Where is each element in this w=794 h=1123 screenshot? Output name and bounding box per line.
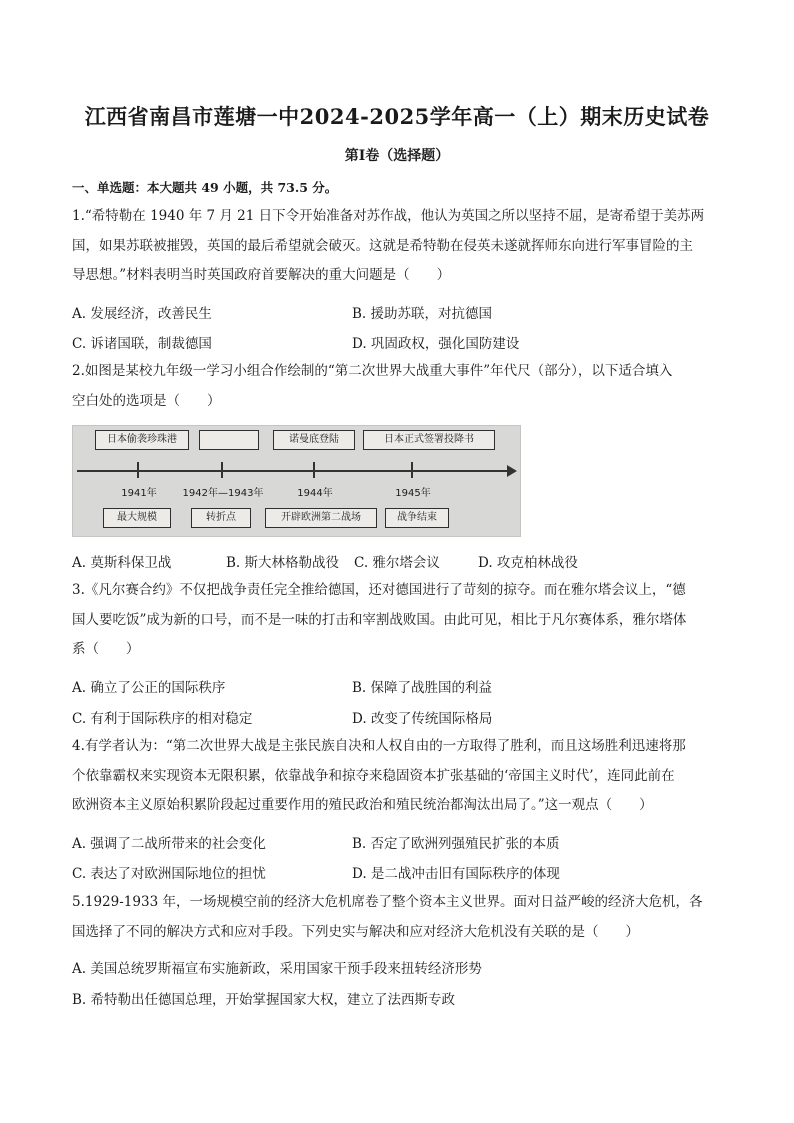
question-3-line-3: 系（ ） bbox=[72, 641, 140, 657]
question-2-option-d: D. 攻克柏林战役 bbox=[478, 555, 578, 571]
question-3-stem bbox=[72, 576, 722, 665]
question-2-line-1: 2.如图是某校九年级一学习小组合作绘制的“第二次世界大战重大事件”年代尺（部分），以下适合填入 bbox=[72, 363, 673, 379]
question-1-line-3: 导思想。”材料表明当时英国政府首要解决的重大问题是（ ） bbox=[72, 267, 451, 283]
question-3-line-2: 国人要吃饭”成为新的口号，而不是一味的打击和宰割战败国。由此可见，相比于凡尔赛体系，雅尔塔体 bbox=[72, 611, 687, 628]
question-1-option-b: B. 援助苏联，对抗德国 bbox=[352, 306, 493, 322]
timeline-arrow bbox=[507, 465, 517, 477]
volume-subtitle: 第Ⅰ卷（选择题） bbox=[344, 148, 450, 164]
question-4-line-1: 4.有学者认为：“第二次世界大战是主张民族自决和人权自由的一方取得了胜利，而且这场胜利迅速将那 bbox=[72, 738, 686, 754]
question-5-option-b: B. 希特勒出任德国总理，开始掌握国家大权，建立了法西斯专政 bbox=[72, 992, 456, 1008]
timeline-tick-1942 bbox=[221, 462, 223, 478]
question-5-line-1: 5.1929-1933 年，一场规模空前的经济大危机席卷了整个资本主义世界。面对日益严峻的经济大危机，各 bbox=[72, 894, 703, 910]
question-4-option-d: D. 是二战冲击旧有国际秩序的体现 bbox=[352, 866, 560, 882]
question-3-option-a: A. 确立了公正的国际秩序 bbox=[72, 680, 226, 696]
question-4-option-a: A. 强调了二战所带来的社会变化 bbox=[72, 836, 266, 852]
question-4-stem bbox=[72, 732, 722, 821]
question-5-stem bbox=[72, 888, 722, 947]
question-4-option-c: C. 表达了对欧洲国际地位的担忧 bbox=[72, 866, 266, 882]
timeline-figure bbox=[72, 425, 521, 537]
timeline-tick-1944 bbox=[313, 462, 315, 478]
question-4-line-2: 个依靠霸权来实现资本无限积累，依靠战争和掠夺来稳固资本扩张基础的‘帝国主义时代’，连同此前在 bbox=[72, 767, 675, 784]
question-4-line-3: 欧洲资本主义原始积累阶段起过重要作用的殖民政治和殖民统治都淘汰出局了。”这一观点（ ） bbox=[72, 797, 653, 813]
question-2-line-2: 空白处的选项是（ ） bbox=[72, 392, 221, 409]
question-1-line-1: 1.“希特勒在 1940 年 7 月 21 日下令开始准备对苏作战，他认为英国之所以坚持不屈，是寄希望于美苏两 bbox=[72, 208, 705, 224]
question-1-option-a: A. 发展经济，改善民生 bbox=[72, 306, 212, 322]
question-1-stem bbox=[72, 202, 722, 291]
timeline-year-1944: 1944年 bbox=[297, 488, 333, 499]
question-3-option-b: B. 保障了战胜国的利益 bbox=[352, 680, 493, 696]
question-5-line-2: 国选择了不同的解决方式和应对手段。下列史实与解决和应对经济大危机没有关联的是（ ） bbox=[72, 923, 639, 940]
timeline-event-pearl-harbor: 日本偷袭珍珠港 bbox=[95, 430, 189, 450]
question-3-option-c: C. 有利于国际秩序的相对稳定 bbox=[72, 711, 253, 727]
question-1-line-2: 国，如果苏联被摧毁，英国的最后希望就会破灭。这就是希特勒在侵英未遂就挥师东向进行军事冒险的主 bbox=[72, 237, 693, 254]
timeline-event-normandy: 诺曼底登陆 bbox=[273, 430, 355, 450]
timeline-year-1942-1943: 1942年—1943年 bbox=[182, 488, 264, 499]
timeline-event-japan-surrender: 日本正式签署投降书 bbox=[363, 430, 495, 450]
question-1-option-d: D. 巩固政权，强化国防建设 bbox=[352, 336, 520, 352]
timeline-label-turning-point: 转折点 bbox=[191, 508, 251, 528]
section-heading: 一、单选题：本大题共 49 小题，共 73.5 分。 bbox=[72, 180, 338, 195]
timeline-axis bbox=[77, 470, 513, 472]
question-5-option-a: A. 美国总统罗斯福宣布实施新政，采用国家干预手段来扭转经济形势 bbox=[72, 961, 482, 977]
timeline-label-war-end: 战争结束 bbox=[385, 508, 449, 528]
question-4-option-b: B. 否定了欧洲列强殖民扩张的本质 bbox=[352, 836, 560, 852]
question-3-line-1: 3.《凡尔赛合约》不仅把战争责任完全推给德国，还对德国进行了苛刻的掠夺。而在雅尔塔会议上，“德 bbox=[72, 582, 686, 598]
timeline-label-largest-scale: 最大规模 bbox=[103, 508, 171, 528]
question-1-option-c: C. 诉诸国联，制裁德国 bbox=[72, 336, 212, 352]
question-2-option-c: C. 雅尔塔会议 bbox=[354, 555, 440, 571]
question-2-option-a: A. 莫斯科保卫战 bbox=[72, 555, 172, 571]
question-2-stem bbox=[72, 357, 722, 416]
timeline-year-1941: 1941年 bbox=[121, 488, 157, 499]
question-3-option-d: D. 改变了传统国际格局 bbox=[352, 711, 493, 727]
timeline-tick-1941 bbox=[137, 462, 139, 478]
question-2-option-b: B. 斯大林格勒战役 bbox=[226, 555, 340, 571]
timeline-year-1945: 1945年 bbox=[395, 488, 431, 499]
timeline-tick-1945 bbox=[411, 462, 413, 478]
timeline-label-second-front: 开辟欧洲第二战场 bbox=[265, 508, 377, 528]
timeline-event-blank bbox=[199, 430, 259, 450]
exam-title: 江西省南昌市莲塘一中2024-2025学年高一（上）期末历史试卷 bbox=[84, 104, 710, 129]
